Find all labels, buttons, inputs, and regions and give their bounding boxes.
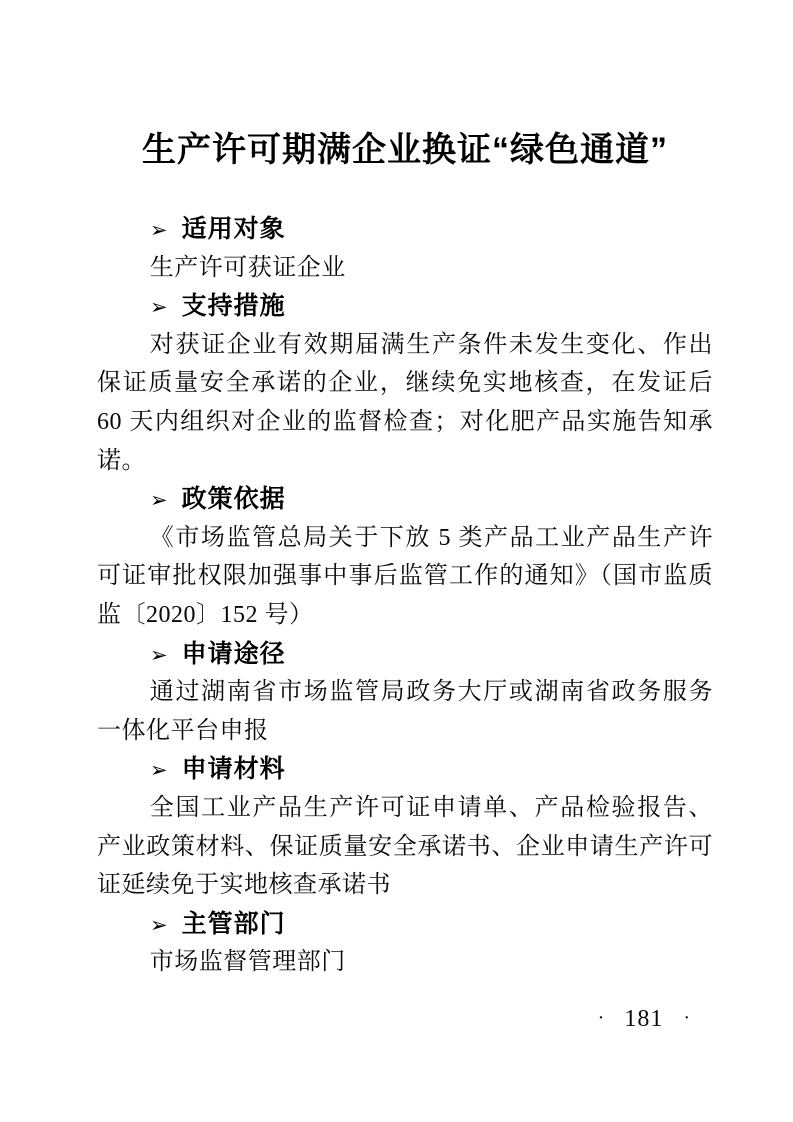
arrow-bullet-icon: ➢ (150, 912, 169, 937)
section-heading-text: 申请材料 (181, 755, 286, 784)
page-number: 181 (624, 1006, 664, 1032)
page-number-footer (598, 1000, 690, 1039)
section-heading-text: 政策依据 (181, 485, 286, 514)
section-heading-text: 支持措施 (181, 292, 286, 321)
section-heading (97, 905, 713, 944)
section-body: 通过湖南省市场监管局政务大厅或湖南省政务服务一体化平台申报 (97, 679, 713, 744)
section-heading (97, 287, 713, 326)
arrow-bullet-icon: ➢ (150, 642, 169, 667)
section-body: 市场监督管理部门 (149, 949, 346, 976)
section-heading-text: 主管部门 (181, 909, 286, 938)
section-body: 全国工业产品生产许可证申请单、产品检验报告、产业政策材料、保证质量安全承诺书、企业申请生产许可证延续免于实地核查承诺书 (97, 794, 713, 899)
section-heading (97, 750, 713, 789)
arrow-bullet-icon: ➢ (150, 758, 169, 783)
section-competent-department (97, 905, 713, 982)
section-heading (97, 635, 713, 674)
footer-right-dot: · (683, 1007, 690, 1029)
section-body: 《市场监管总局关于下放 5 类产品工业产品生产许可证审批权限加强事中事后监管工作的通知》（国市监质监〔2020〕152 号） (97, 524, 713, 628)
section-application-materials (97, 750, 713, 904)
section-heading-text: 申请途径 (181, 639, 286, 668)
section-body: 生产许可获证企业 (149, 254, 346, 281)
section-heading (97, 480, 713, 519)
arrow-bullet-icon: ➢ (150, 295, 169, 320)
page-content (97, 0, 713, 982)
page-title: 生产许可期满企业换证“绿色通道” (142, 131, 668, 169)
arrow-bullet-icon: ➢ (150, 488, 169, 513)
section-policy-basis (97, 480, 713, 634)
section-applicable-objects (97, 210, 713, 287)
section-support-measures (97, 287, 713, 480)
footer-left-dot: · (597, 1007, 605, 1029)
section-heading-text: 适用对象 (181, 215, 286, 243)
section-application-channel (97, 635, 713, 751)
section-heading (97, 210, 713, 249)
section-body: 对获证企业有效期届满生产条件未发生变化、作出保证质量安全承诺的企业，继续免实地核查，在发证后 60 天内组织对企业的监督检查；对化肥产品实施告知承诺。 (97, 331, 713, 474)
arrow-bullet-icon: ➢ (150, 218, 169, 242)
sections-container (97, 210, 713, 982)
